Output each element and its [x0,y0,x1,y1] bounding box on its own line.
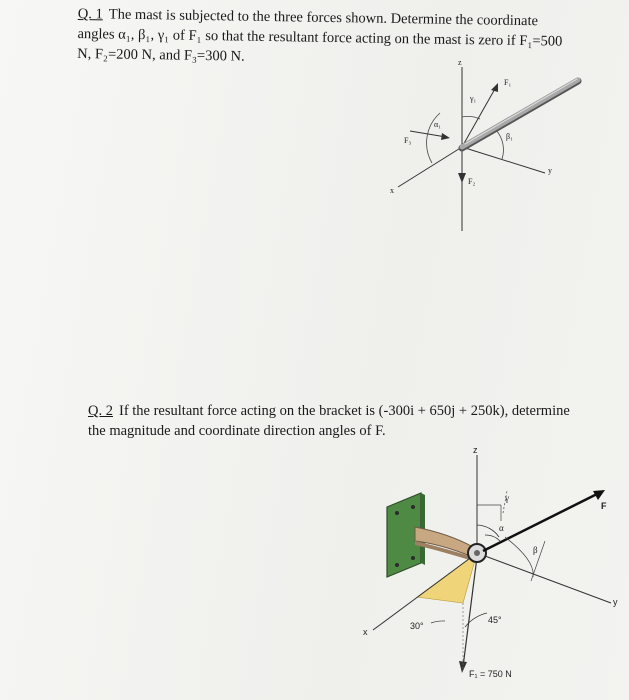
mast-rod [462,80,578,147]
angle30-arc [431,621,445,623]
question-2 [88,401,618,441]
f-arrow [483,493,599,551]
f2-arrowhead [458,173,466,183]
gamma-arc [462,116,480,119]
x-label: x [390,186,394,195]
gamma-label: γ [505,493,509,503]
mast-figure [370,55,610,235]
angle45-label: 45° [488,615,502,625]
angle30-label: 30° [410,621,424,631]
z-label: z [473,445,478,455]
question-2-line-2: the magnitude and coordinate direction angles of F. [88,423,386,439]
question-2-line-1: Q. 2 If the resultant force acting on the bracket is (-300i + 650j + 250k), determine [88,403,570,419]
question-1-number: Q. 1 [77,5,103,23]
beta-label: β [533,545,538,555]
alpha-label: α [499,523,504,533]
f1-label: F₁ = 750 N [469,669,512,679]
question-1-line-3: N, F₂=200 N, and F₃=300 N. [77,45,245,65]
beta-arc [496,130,503,159]
f3-label: F₃ [404,136,412,145]
projection-plane [417,553,477,603]
y-label: y [613,597,618,607]
question-1-line-1: Q. 1 The mast is subjected to the three forces shown. Determine the coordinate [77,5,539,30]
y-label: y [548,166,552,175]
x-label: x [363,627,368,637]
gamma-label: γ₁ [470,94,477,103]
question-2-number: Q. 2 [88,403,113,419]
f-label: F [601,501,607,511]
x-axis [398,147,462,187]
y-axis [477,553,611,603]
f1-label: F₁ [504,78,512,87]
beta-label: β₁ [506,132,513,141]
bracket-figure [355,445,629,690]
alpha-label: α₁ [434,120,441,129]
z-label: z [458,58,462,67]
question-1-line-2: angles α₁, β₁, γ₁ of F₁ so that the resultant force acting on the mast is zero if F₁=500 [77,25,563,50]
f2-label: F₂ [468,177,476,186]
